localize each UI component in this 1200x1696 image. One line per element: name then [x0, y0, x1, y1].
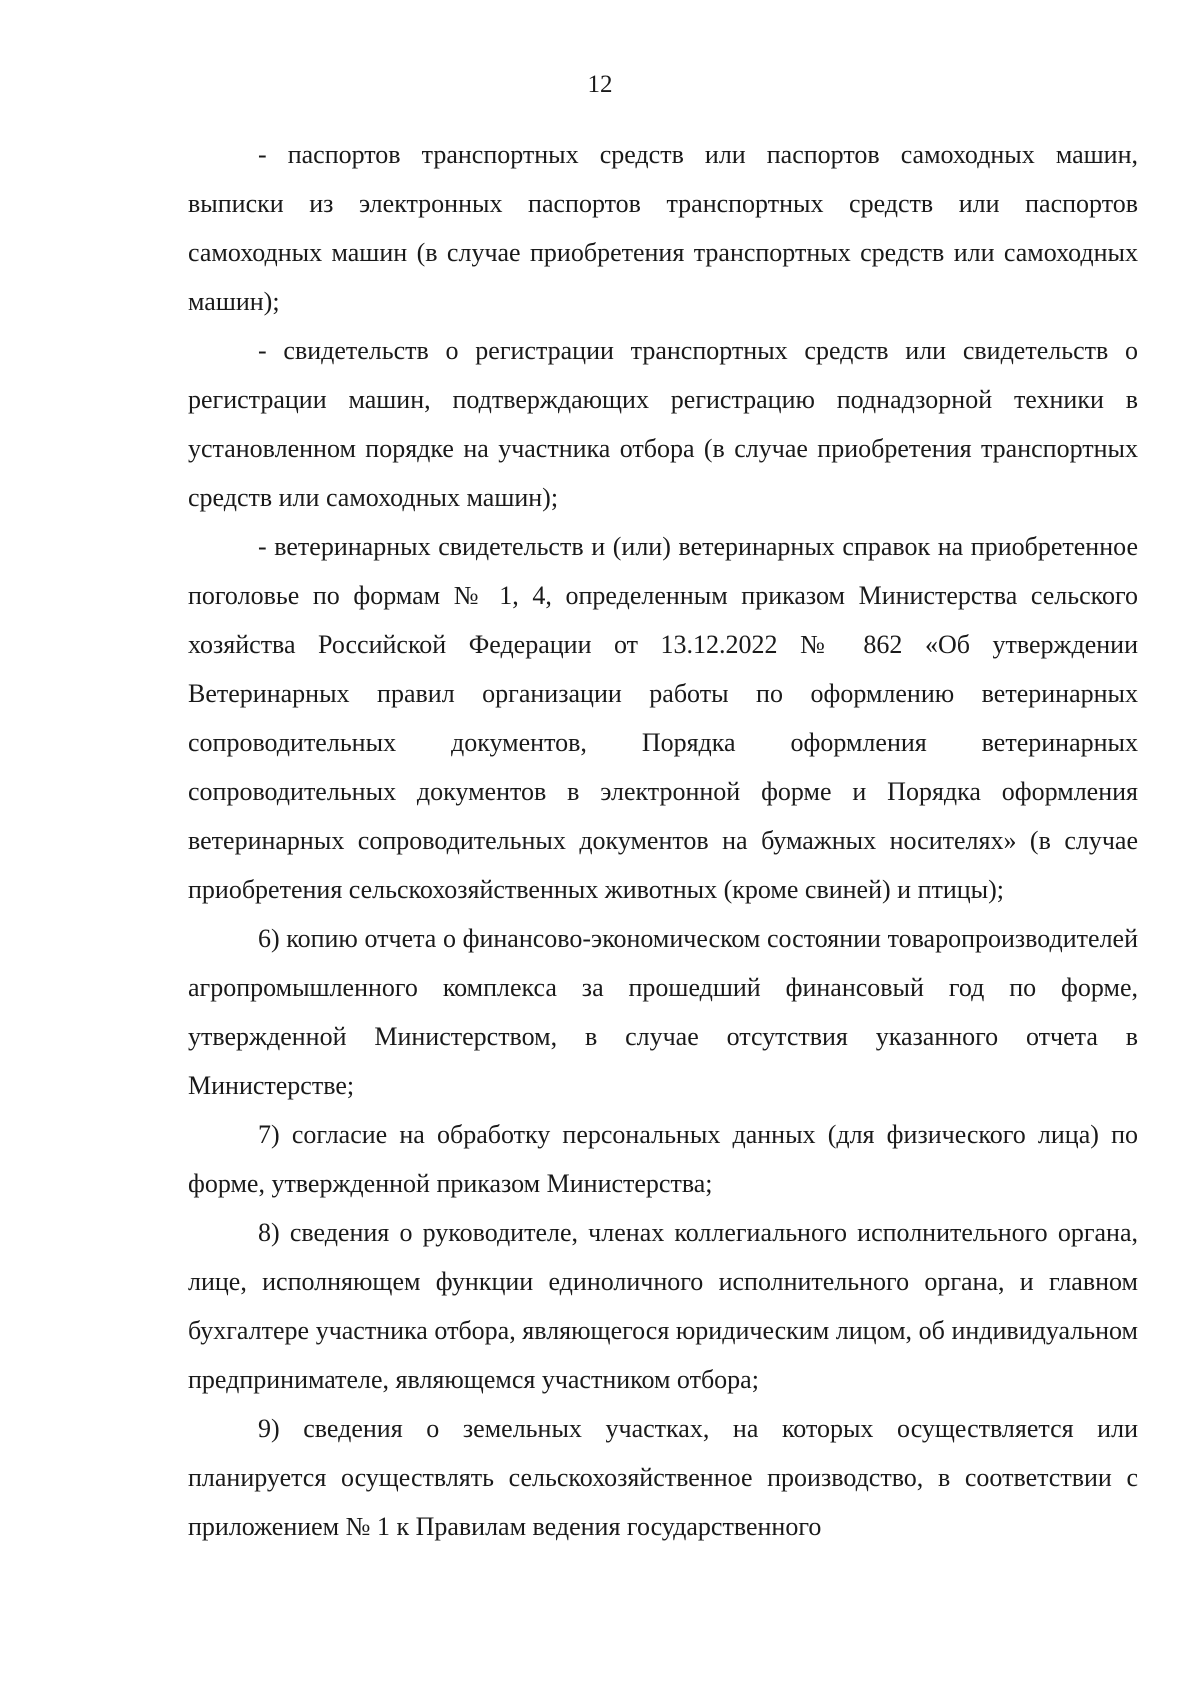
paragraph-item-8: 8) сведения о руководителе, членах коллегиального исполнительного органа, лице, исполняющем функции единоличного исполнительного органа, и главном бухгалтере участника отбора, являющегося юридическим лицом, об индивидуальном предпринимателе, являющемся участником отбора;	[188, 1218, 1138, 1394]
paragraph-item-6: 6) копию отчета о финансово-экономическом состоянии товаропроизводителей агропромышленного комплекса за прошедший финансовый год по форме, утвержденной Министерством, в случае отсутствия указанного отчета в Министерстве;	[188, 924, 1138, 1100]
paragraph-vehicle-passports: - паспортов транспортных средств или паспортов самоходных машин, выписки из электронных паспортов транспортных средств или паспортов самоходных машин (в случае приобретения транспортных средств или самоходных машин);	[188, 140, 1138, 316]
page-number: 12	[587, 71, 613, 98]
paragraph-registration-certificates: - свидетельств о регистрации транспортных средств или свидетельств о регистрации машин, подтверждающих регистрацию поднадзорной техники в установленном порядке на участника отбора (в случае приобретения транспортных средств или самоходных машин);	[188, 336, 1138, 512]
paragraph-item-9: 9) сведения о земельных участках, на которых осуществляется или планируется осуществлять сельскохозяйственное производство, в соответствии с приложением № 1 к Правилам ведения государственного	[188, 1414, 1138, 1541]
paragraph-veterinary-certificates: - ветеринарных свидетельств и (или) ветеринарных справок на приобретенное поголовье по формам № 1, 4, определенным приказом Министерства сельского хозяйства Российской Федерации от 13.12.2022 № 862 «Об утверждении Ветеринарных правил организации работы по оформлению ветеринарных сопроводительных документов, Порядка оформления ветеринарных сопроводительных документов в электронной форме и Порядка оформления ветеринарных сопроводительных документов на бумажных носителях» (в случае приобретения сельскохозяйственных животных (кроме свиней) и птицы);	[188, 532, 1138, 904]
paragraph-item-7: 7) согласие на обработку персональных данных (для физического лица) по форме, утвержденной приказом Министерства;	[188, 1120, 1138, 1198]
document-body	[188, 130, 1138, 1551]
